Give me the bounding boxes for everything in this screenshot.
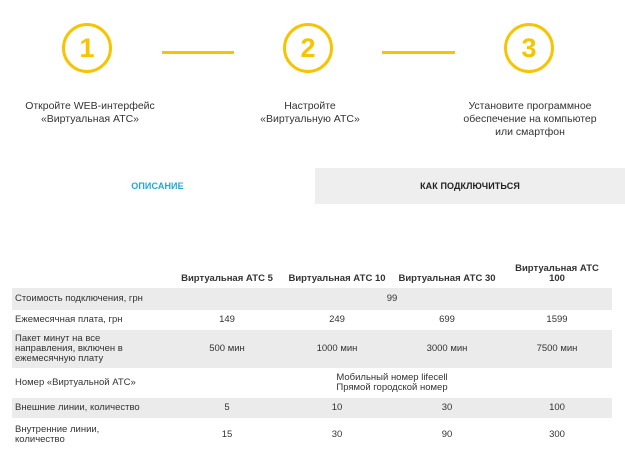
column-header-ats-5: Виртуальная АТС 5: [181, 273, 273, 284]
monthly-fee-ats-5: 149: [219, 314, 235, 325]
internal-lines-ats-10: 30: [331, 429, 343, 440]
row-label-line: количество: [15, 434, 65, 445]
minutes-ats-10: 1000 мин: [282, 330, 392, 368]
step-2-line-1: Настройте: [284, 100, 336, 112]
table-row: [12, 310, 612, 330]
external-lines-ats-5: 5: [172, 398, 282, 418]
column-header-ats-100: Виртуальная АТС 100: [515, 263, 599, 284]
step-1-text: [0, 100, 180, 126]
ats-number-value: [172, 368, 612, 398]
monthly-fee-ats-30: 699: [439, 314, 455, 325]
column-header-ats-30: Виртуальная АТС 30: [398, 273, 496, 284]
row-label-minutes-package: [12, 330, 172, 368]
step-3-line-1: Установите программное: [468, 100, 592, 112]
step-1-line-2: «Виртуальная АТС»: [40, 113, 140, 125]
connection-cost-value: 99: [172, 288, 612, 310]
external-lines-ats-10: 10: [282, 398, 392, 418]
step-1-number: 1: [62, 23, 112, 73]
internal-lines-ats-30: 90: [441, 429, 453, 440]
external-lines-ats-100: 100: [502, 398, 612, 418]
row-label-connection-cost: Стоимость подключения, грн: [12, 288, 172, 310]
table-row: [12, 330, 612, 368]
internal-lines-ats-100: 300: [549, 429, 565, 440]
row-label-internal-lines: [12, 418, 172, 452]
pricing-table: [12, 256, 612, 452]
step-3-line-3: или смартфон: [495, 126, 565, 138]
table-row: [12, 418, 612, 452]
table-row: [12, 398, 612, 418]
table-row: [12, 368, 612, 398]
tab-how-to-connect[interactable]: КАК ПОДКЛЮЧИТЬСЯ: [315, 168, 625, 204]
table-row: [12, 288, 612, 310]
minutes-ats-100: 7500 мин: [502, 330, 612, 368]
table-header-row: [12, 256, 612, 288]
step-2-text: [220, 100, 400, 126]
row-label-ats-number: Номер «Виртуальной АТС»: [15, 377, 136, 388]
tab-description[interactable]: ОПИСАНИЕ: [0, 168, 315, 204]
step-2-line-2: «Виртуальную АТС»: [260, 113, 360, 125]
minutes-ats-5: 500 мин: [172, 330, 282, 368]
row-label-external-lines: Внешние линии, количество: [12, 398, 172, 418]
monthly-fee-ats-100: 1599: [546, 314, 568, 325]
row-label-line: Пакет минут на все: [15, 333, 101, 344]
monthly-fee-ats-10: 249: [329, 314, 345, 325]
step-connector-1: [162, 51, 234, 54]
row-label-line: Внутренние линии,: [15, 424, 100, 435]
internal-lines-ats-5: 15: [221, 429, 233, 440]
step-1-line-1: Откройте WEB-интерфейс: [25, 100, 155, 112]
step-connector-2: [382, 51, 455, 54]
row-label-line: направления, включен в: [15, 343, 123, 354]
ats-number-line: Мобильный номер lifecell: [336, 372, 448, 383]
column-header-ats-10: Виртуальная АТС 10: [288, 273, 386, 284]
minutes-ats-30: 3000 мин: [392, 330, 502, 368]
row-label-line: ежемесячную плату: [15, 353, 104, 364]
step-3-number: 3: [504, 23, 554, 73]
step-3-line-2: обеспечение на компьютер: [463, 113, 597, 125]
header-empty: [12, 256, 172, 288]
step-3-text: [440, 100, 620, 139]
ats-number-line: Прямой городской номер: [336, 382, 448, 393]
step-2-number: 2: [283, 23, 333, 73]
external-lines-ats-30: 30: [392, 398, 502, 418]
row-label-monthly-fee: Ежемесячная плата, грн: [15, 314, 123, 325]
